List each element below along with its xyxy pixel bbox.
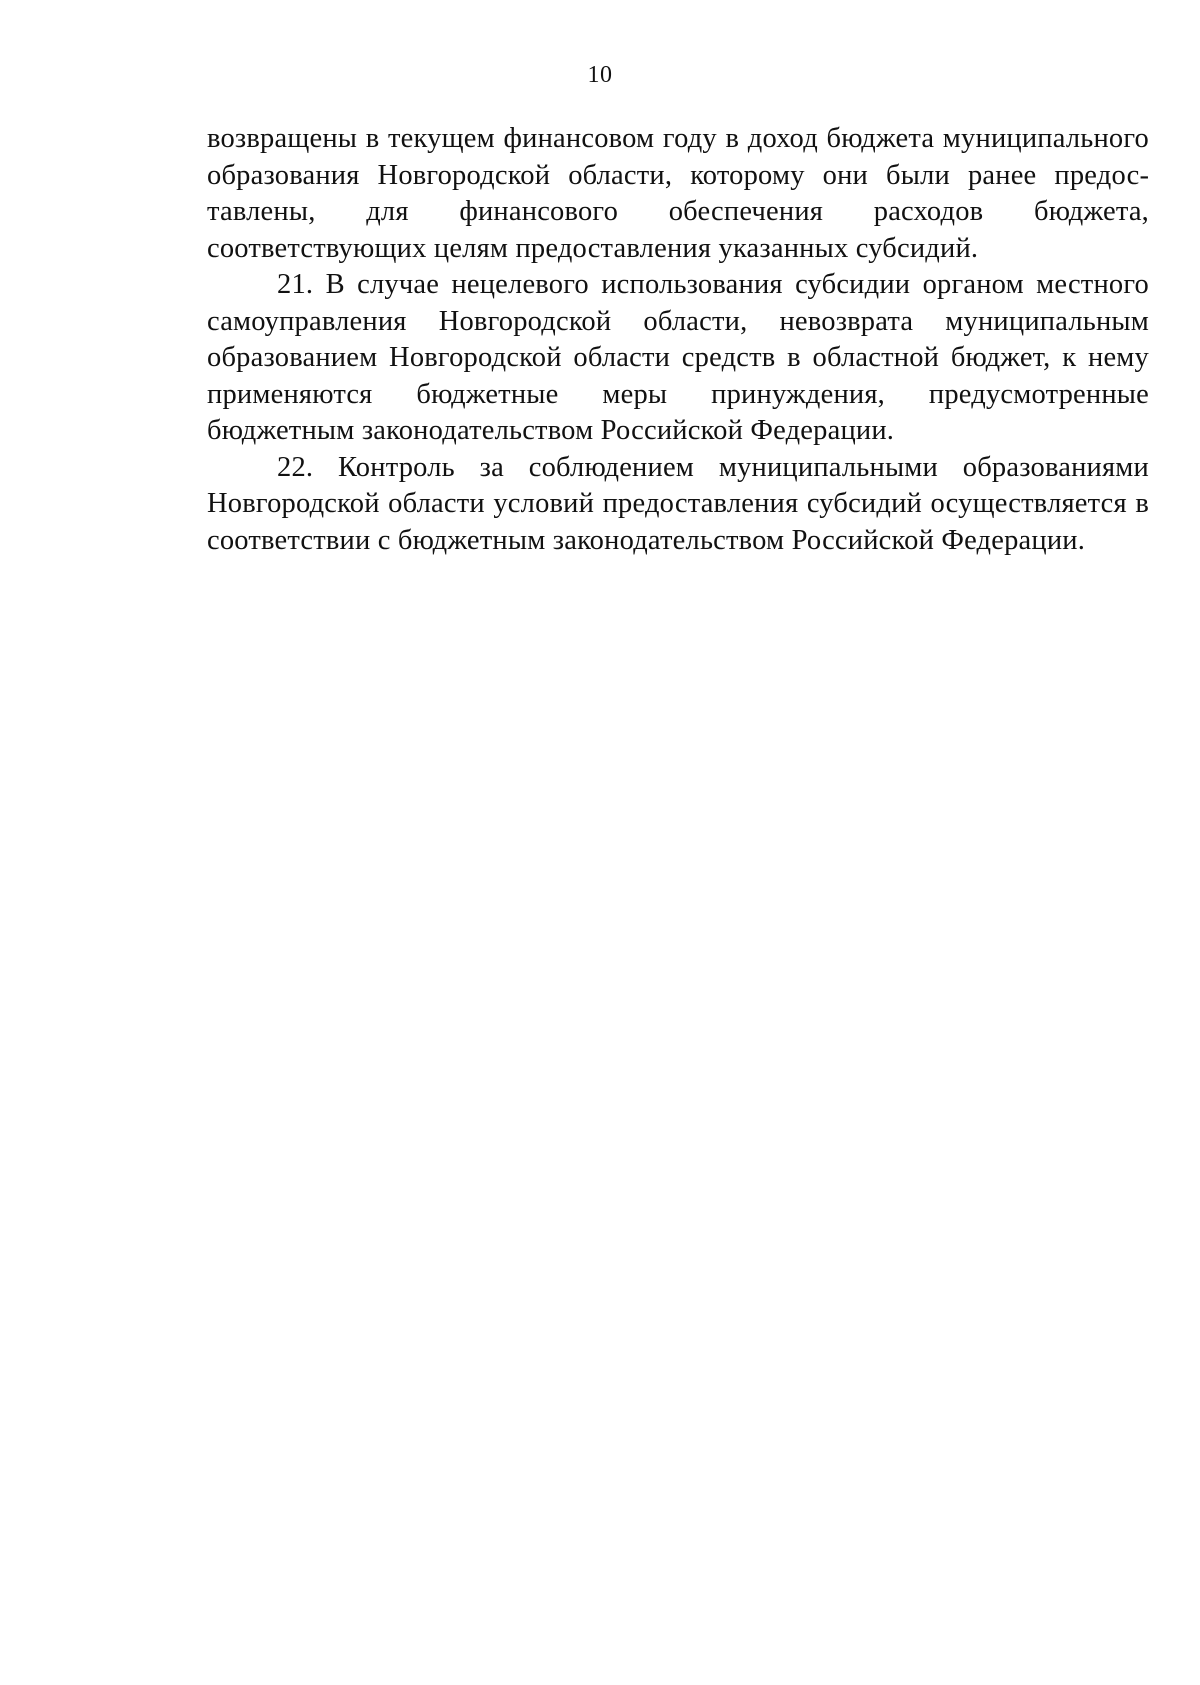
paragraph-clause-22: 22. Контроль за соблюдением муниципальными образованиями Новгородской области условий предоставления субсидий осуществляется в соответствии с бюджетным законодательством Российской Федерации. (207, 451, 1149, 556)
document-body (207, 121, 1149, 559)
paragraph-clause-21: 21. В случае нецелевого использования субсидии органом местного самоуправления Новгородской области, невозврата муниципальным образованием Новгородской области средств в областной бюджет, к нему применяются бюджетные меры принуждения, предусмотренные бюджетным законодательством Российской Федерации. (207, 269, 1149, 446)
page-number: 10 (587, 62, 613, 88)
paragraph-continuation: возвращены в текущем финансовом году в доход бюджета муниципального образования Новгородской области, которому они были ранее предоставлены, для финансового обеспечения расходов бюджета, соответствующих целям предоставления указанных субсидий. (207, 123, 1149, 264)
